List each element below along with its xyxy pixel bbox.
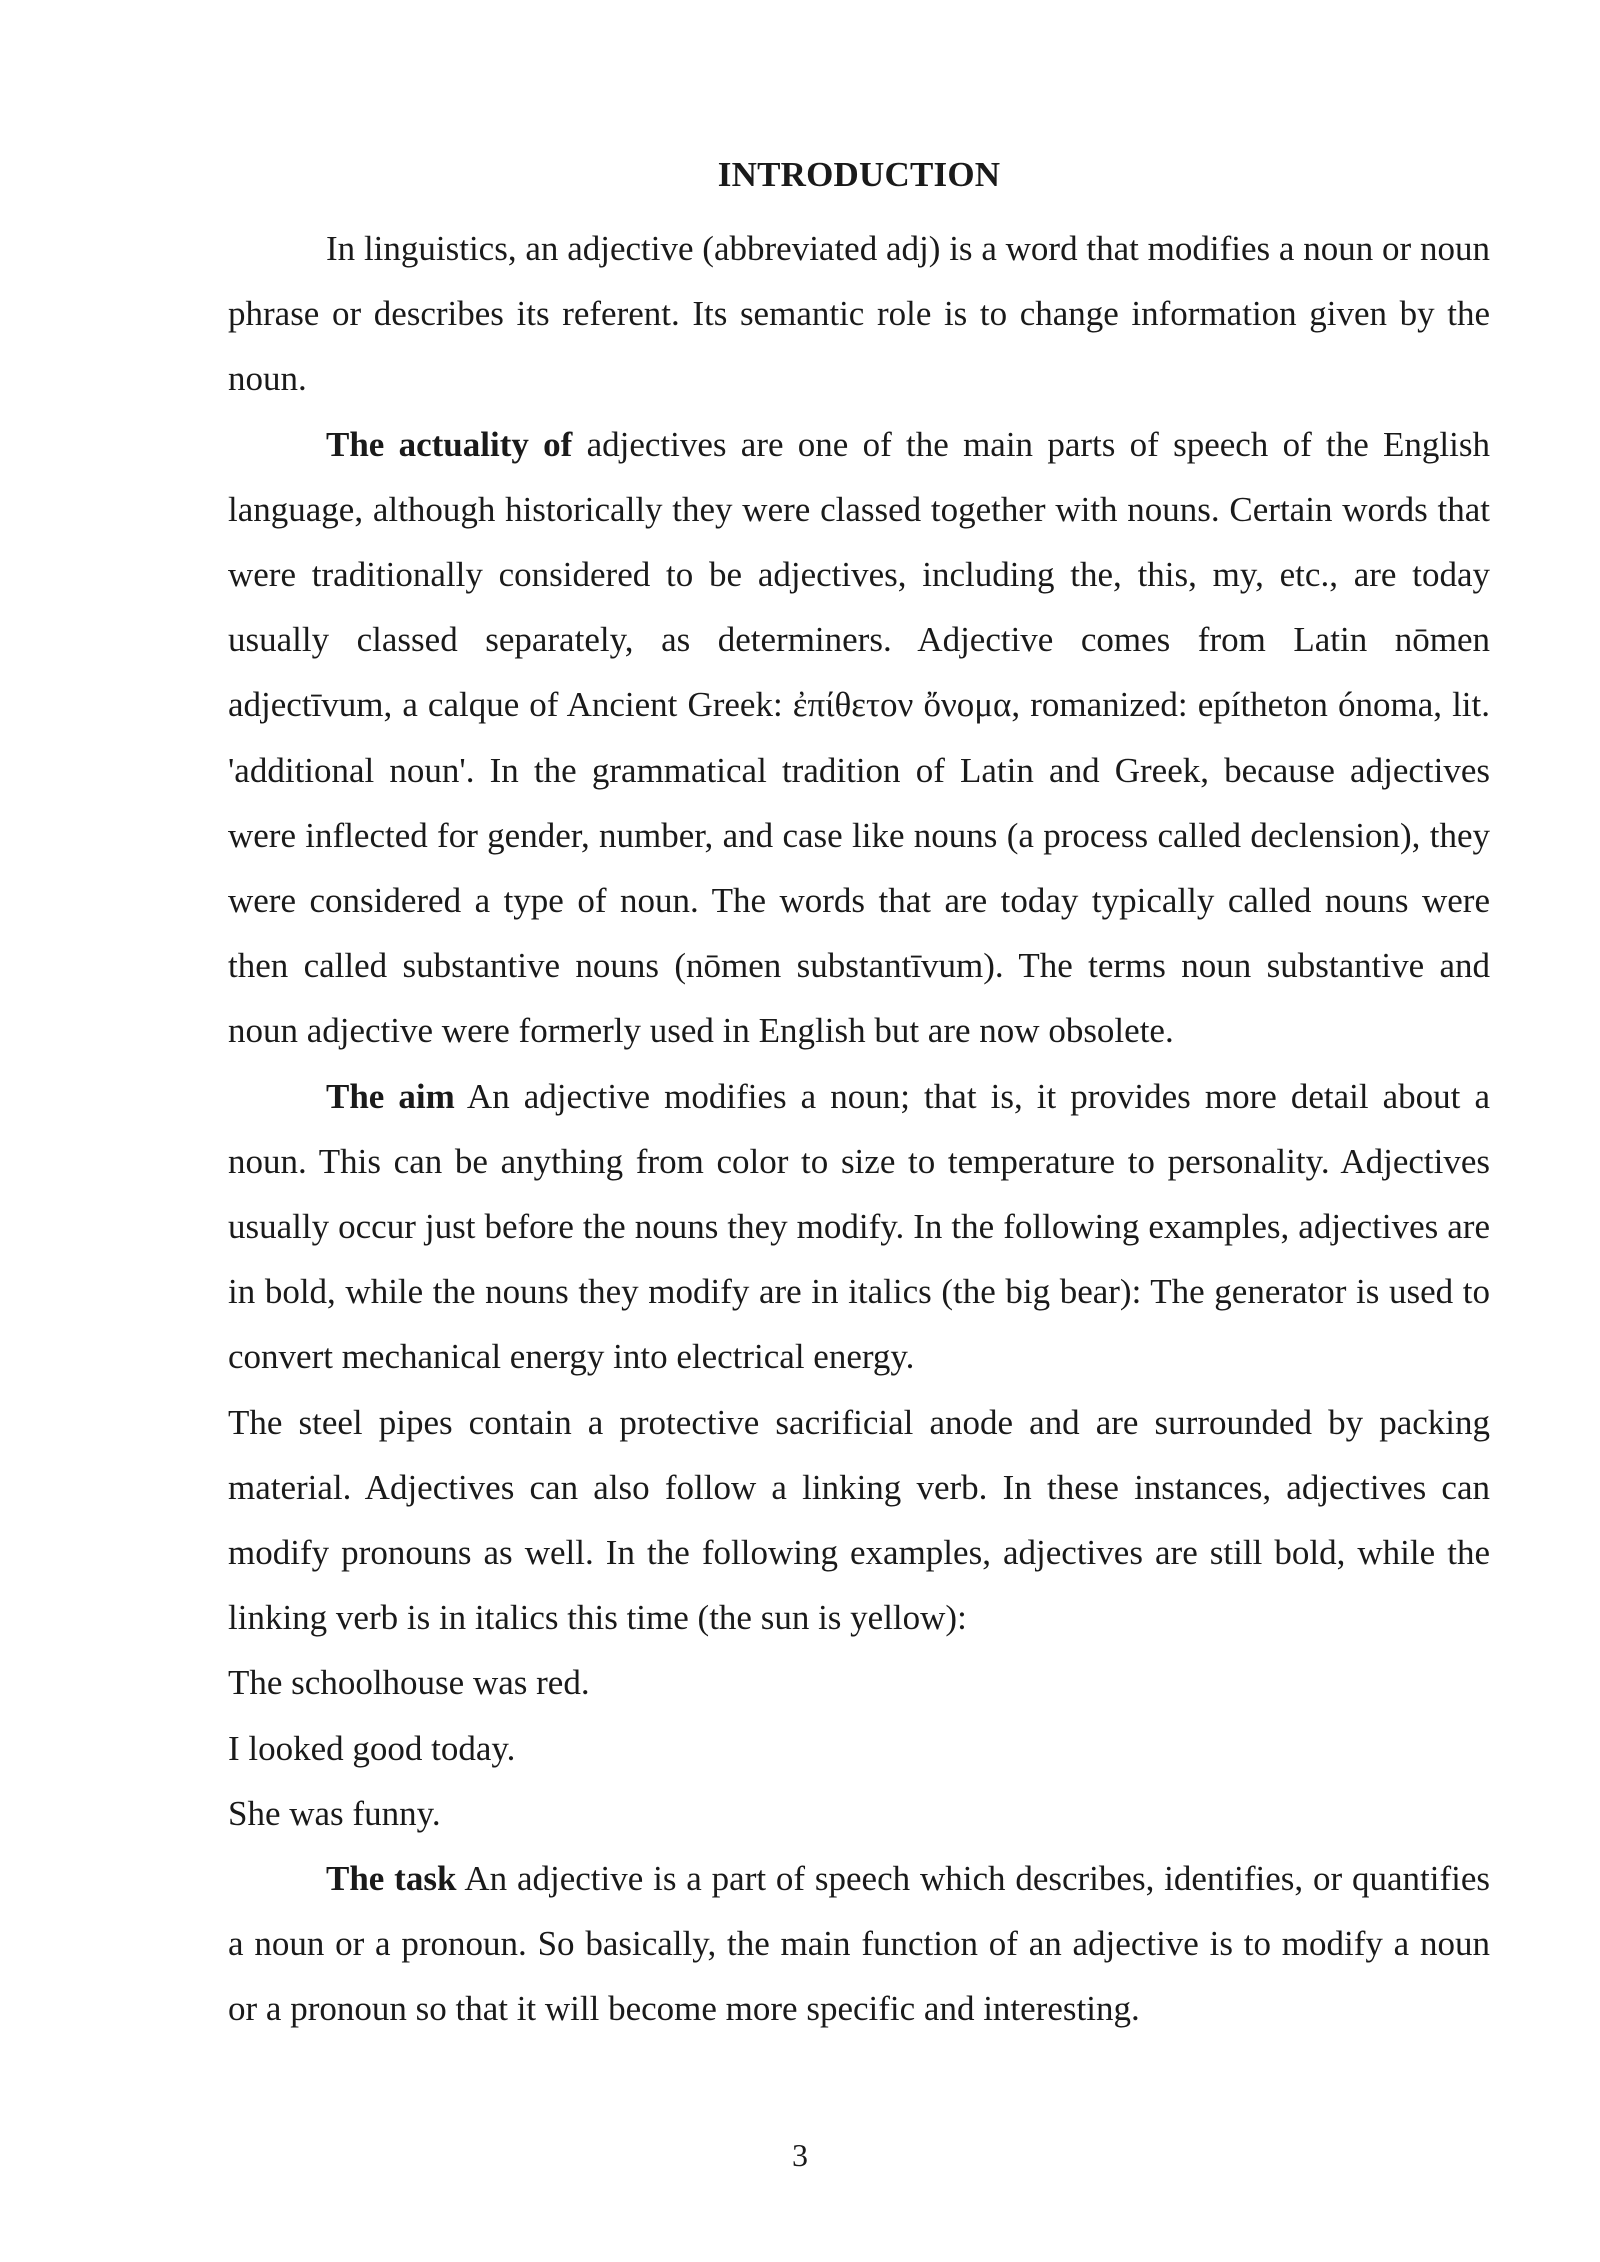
- paragraph-text: The steel pipes contain a protective sacrificial anode and are surrounded by packing material. Adjectives can also follow a linking verb. In these instances, adjectives can modify pronouns as well. In the following examples, adjectives are still bold, while the linking verb is in italics this time (the sun is yellow):: [228, 1402, 1490, 1638]
- example-text: She was funny.: [228, 1793, 441, 1833]
- page-title: INTRODUCTION: [717, 155, 1001, 194]
- example-line: [228, 1716, 1490, 1781]
- page-number: 3: [792, 2137, 808, 2173]
- paragraph-lead: The aim: [326, 1076, 455, 1116]
- paragraph-text: adjectives are one of the main parts of speech of the English language, although historically they were classed together with nouns. Certain words that were traditionally considered to be adjectives, including the, this, my, etc., are today usually classed separately, as determiners. Adjective comes from Latin nōmen adjectīvum, a calque of Ancient Greek: ἐπίθετον ὄνομα, romanized: epítheton ónoma, lit. 'additional noun'. In the grammatical tradition of Latin and Greek, because adjectives were inflected for gender, number, and case like nouns (a process called declension), they were considered a type of noun. The words that are today typically called nouns were then called substantive nouns (nōmen substantīvum). The terms noun substantive and noun adjective were formerly used in English but are now obsolete.: [228, 424, 1490, 1051]
- paragraph-text: An adjective is a part of speech which describes, identifies, or quantifies a noun or a pronoun. So basically, the main function of an adjective is to modify a noun or a pronoun so that it will become more specific and interesting.: [228, 1859, 1490, 2029]
- paragraph-lead: The actuality of: [326, 424, 573, 464]
- paragraph-text: In linguistics, an adjective (abbreviated adj) is a word that modifies a noun or noun phrase or describes its referent. Its semantic role is to change information given by the noun.: [228, 229, 1490, 399]
- example-line: [228, 1650, 1490, 1715]
- paragraph-linking-verb: [228, 1390, 1490, 1651]
- paragraph-text: An adjective modifies a noun; that is, it provides more detail about a noun. This can be anything from color to size to temperature to personality. Adjectives usually occur just before the nouns they modify. In the following examples, adjectives are in bold, while the nouns they modify are in italics (the big bear): The generator is used to convert mechanical energy into electrical energy.: [228, 1076, 1490, 1377]
- paragraph-aim: [228, 1064, 1490, 1390]
- paragraph-lead: The task: [326, 1859, 457, 1899]
- paragraph-task: [228, 1846, 1490, 2042]
- paragraph-actuality: [228, 412, 1490, 1064]
- page-content: [228, 150, 1490, 2042]
- paragraph-definition: [228, 216, 1490, 412]
- example-line: [228, 1781, 1490, 1846]
- example-text: I looked good today.: [228, 1728, 516, 1768]
- example-text: The schoolhouse was red.: [228, 1663, 590, 1703]
